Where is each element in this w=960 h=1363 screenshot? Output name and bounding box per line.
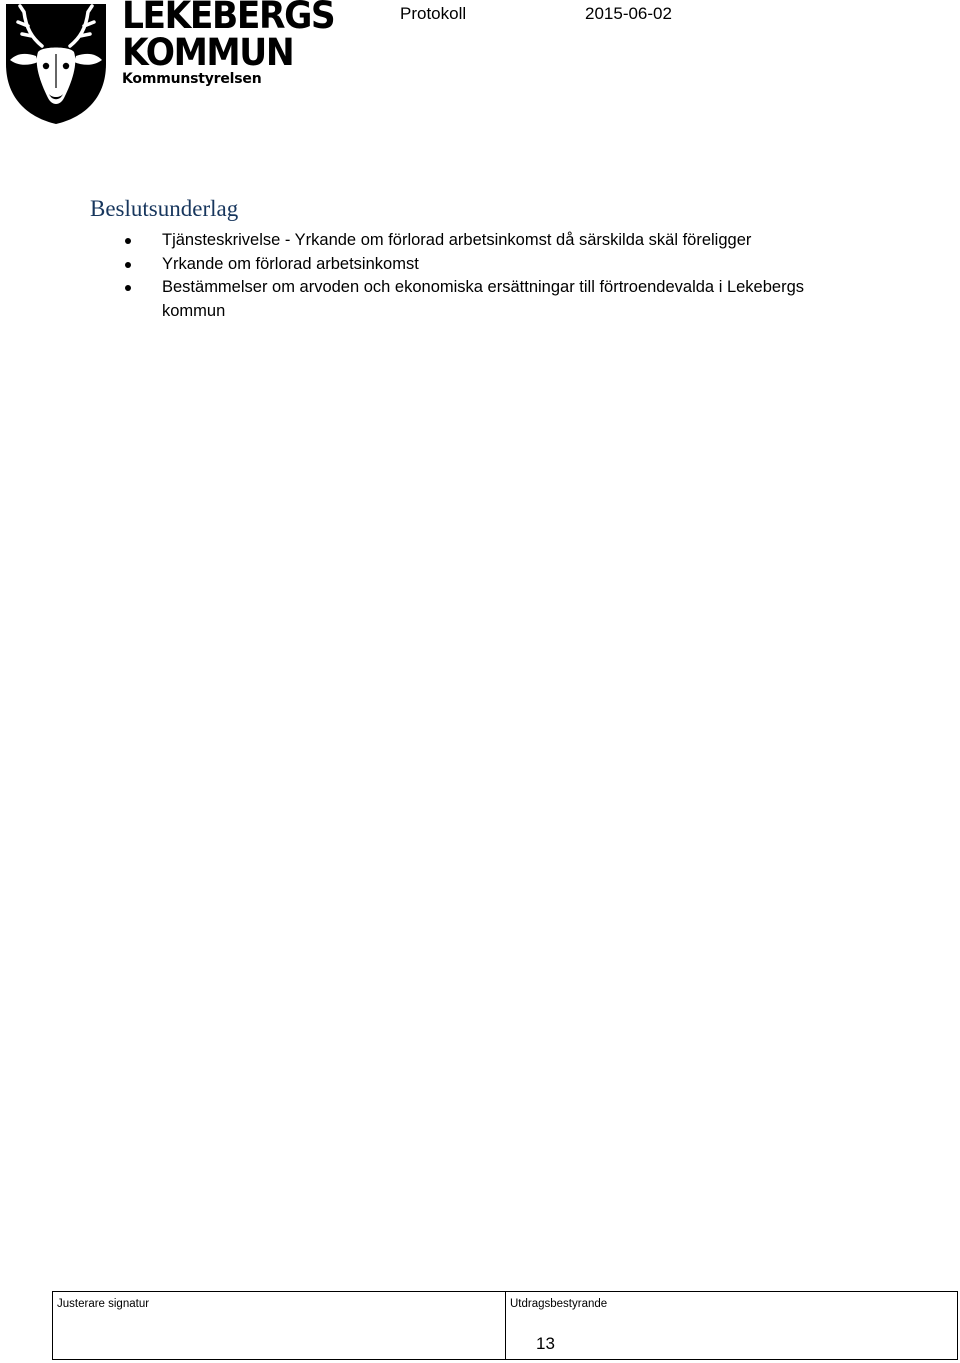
list-item-text: Tjänsteskrivelse - Yrkande om förlorad arbetsinkomst då särskilda skäl föreligger — [162, 231, 752, 249]
list-item — [0, 276, 960, 323]
page-header — [0, 0, 960, 130]
page-number: 13 — [536, 1334, 555, 1353]
list-item — [0, 229, 960, 253]
bullet-icon — [125, 238, 131, 244]
document-date: 2015-06-02 — [585, 4, 672, 23]
document-type: Protokoll — [400, 4, 467, 23]
adjuster-signature-label: Justerare signatur — [57, 1298, 150, 1310]
signature-cell-adjuster[interactable] — [53, 1292, 506, 1359]
signature-table — [52, 1291, 958, 1360]
org-unit: Kommunstyrelsen — [122, 71, 262, 87]
extract-certifier-label: Utdragsbestyrande — [510, 1298, 608, 1310]
bullet-icon — [125, 262, 131, 268]
section-heading: Beslutsunderlag — [90, 196, 239, 221]
organization-logo-text — [122, 0, 350, 88]
signature-cell-extract[interactable] — [506, 1292, 957, 1359]
basis-list — [0, 229, 960, 323]
org-name-line2: KOMMUN — [122, 31, 294, 74]
bullet-icon — [125, 285, 131, 291]
list-item — [0, 253, 960, 277]
municipal-crest-icon — [2, 2, 110, 126]
list-item-text: Bestämmelser om arvoden och ekonomiska ersättningar till förtroendevalda i Lekebergs kommun — [162, 278, 804, 320]
org-name-line1: LEKEBERGS — [122, 0, 335, 37]
list-item-text: Yrkande om förlorad arbetsinkomst — [162, 254, 419, 273]
